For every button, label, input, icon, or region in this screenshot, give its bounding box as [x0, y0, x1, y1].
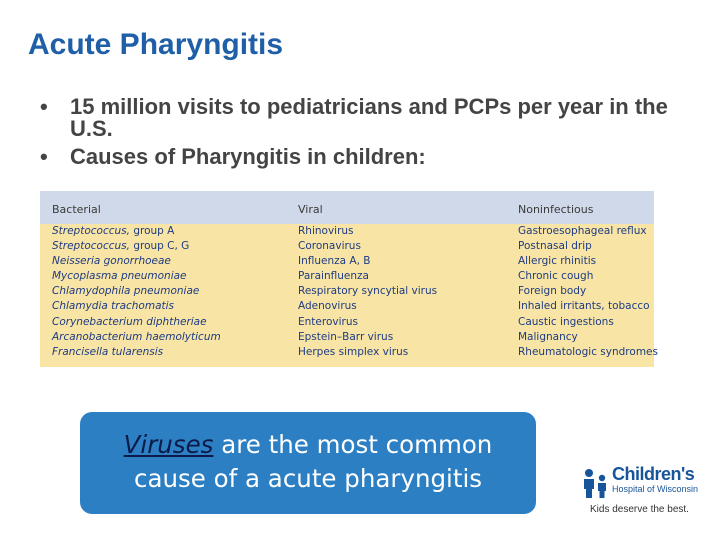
cell-bacterial-group: group C, G	[129, 240, 190, 253]
causes-table	[40, 191, 658, 367]
cell-bacterial-organism: Francisella tularensis	[52, 345, 164, 358]
cell-bacterial-organism: Streptococcus,	[52, 240, 130, 253]
header-viral: Viral	[298, 203, 323, 216]
cell-bacterial	[52, 270, 187, 282]
cell-noninfectious: Foreign body	[518, 285, 587, 298]
bullet-item	[40, 96, 690, 140]
cell-noninfectious: Allergic rhinitis	[518, 255, 597, 268]
cell-bacterial	[52, 255, 171, 267]
cell-viral: Coronavirus	[298, 240, 361, 253]
cell-bacterial-organism: Neisseria gonorrhoeae	[52, 255, 171, 268]
table-row	[40, 330, 654, 345]
cell-bacterial-organism: Arcanobacterium haemolyticum	[52, 330, 221, 343]
callout-emphasis: Viruses	[123, 430, 214, 459]
cell-noninfectious: Rheumatologic syndromes	[518, 345, 658, 358]
bullet-symbol: •	[40, 94, 48, 119]
table-body	[40, 224, 658, 360]
cell-noninfectious: Inhaled irritants, tobacco	[518, 300, 650, 313]
table-row	[40, 239, 654, 254]
cell-noninfectious: Malignancy	[518, 330, 578, 343]
cell-bacterial	[52, 331, 221, 343]
table-row	[40, 299, 654, 314]
callout-box	[80, 412, 536, 514]
cell-noninfectious: Caustic ingestions	[518, 315, 614, 328]
cell-bacterial	[52, 316, 207, 328]
slide-title: Acute Pharyngitis	[28, 28, 284, 61]
cell-bacterial-organism: Chlamydophila pneumoniae	[52, 285, 200, 298]
table-row	[40, 315, 654, 330]
table-row	[40, 284, 654, 299]
childrens-hospital-logo	[578, 462, 708, 522]
cell-bacterial	[52, 300, 174, 312]
cell-bacterial-organism: Mycoplasma pneumoniae	[52, 270, 187, 283]
logo-subtitle: Hospital of Wisconsin	[612, 484, 699, 494]
cell-bacterial	[52, 225, 174, 237]
cell-viral: Enterovirus	[298, 315, 358, 328]
callout-line-1	[80, 428, 536, 462]
bullet-item	[40, 146, 690, 168]
cell-bacterial-organism: Corynebacterium diphtheriae	[52, 315, 207, 328]
callout-line-2: cause of a acute pharyngitis	[133, 464, 483, 493]
cell-viral: Respiratory syncytial virus	[298, 285, 438, 298]
header-noninfectious: Noninfectious	[518, 203, 594, 216]
bullet-text: 15 million visits to pediatricians and PCPs per year in the U.S.	[70, 94, 668, 141]
cell-viral: Herpes simplex virus	[298, 345, 409, 358]
table-row	[40, 254, 654, 269]
cell-viral: Influenza A, B	[298, 255, 371, 268]
cell-bacterial-group: group A	[129, 225, 175, 237]
cell-bacterial	[52, 240, 189, 252]
cell-bacterial-organism: Streptococcus,	[52, 225, 130, 237]
cell-bacterial-organism: Chlamydia trachomatis	[52, 300, 175, 313]
cell-viral: Epstein–Barr virus	[298, 330, 394, 343]
logo-tagline: Kids deserve the best.	[590, 504, 689, 515]
table-row	[40, 269, 654, 284]
bullet-list	[40, 96, 690, 174]
callout-line-1-rest: are the most common	[213, 430, 493, 459]
bullet-symbol: •	[40, 144, 48, 169]
cell-bacterial	[52, 285, 199, 297]
logo-text	[612, 464, 698, 494]
cell-viral: Adenovirus	[298, 300, 357, 313]
cell-viral: Rhinovirus	[298, 225, 354, 237]
cell-bacterial	[52, 346, 163, 358]
table-row	[40, 224, 654, 239]
header-bacterial: Bacterial	[52, 203, 101, 216]
table-row	[40, 345, 658, 360]
bullet-text: Causes of Pharyngitis in children:	[70, 144, 426, 169]
table-header	[40, 191, 654, 224]
cell-noninfectious: Postnasal drip	[518, 240, 592, 253]
cell-viral: Parainfluenza	[298, 270, 369, 283]
cell-noninfectious: Chronic cough	[518, 270, 594, 283]
family-figures-icon	[580, 468, 612, 500]
cell-noninfectious: Gastroesophageal reflux	[518, 225, 647, 237]
logo-name: Children's	[612, 464, 695, 484]
